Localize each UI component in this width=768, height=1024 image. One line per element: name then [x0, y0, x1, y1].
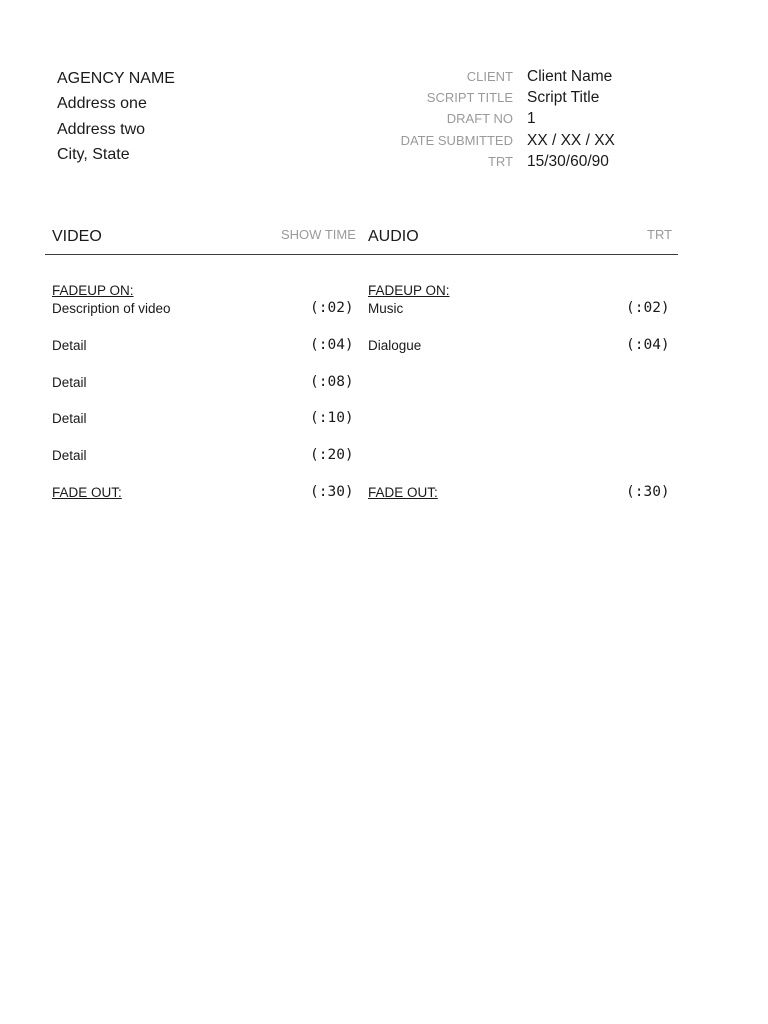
meta-row-date-submitted [380, 132, 615, 153]
video-row-time: (:02) [310, 300, 354, 316]
meta-row-draft-no [380, 110, 615, 131]
video-fadeout-label: FADE OUT: [52, 485, 122, 500]
agency-city-state: City, State [57, 145, 130, 163]
video-row-time: (:08) [310, 374, 354, 390]
video-row-time: (:20) [310, 447, 354, 463]
script-meta [380, 68, 615, 174]
video-row-text: Detail [52, 411, 87, 426]
agency-block [57, 66, 175, 167]
meta-row-client [380, 68, 615, 89]
meta-label-client: CLIENT [466, 69, 513, 84]
meta-value-trt: 15/30/60/90 [527, 152, 609, 170]
audio-row-time: (:04) [626, 337, 670, 353]
meta-row-trt [380, 153, 615, 174]
meta-label-script-title: SCRIPT TITLE [426, 90, 513, 106]
agency-address-2: Address two [57, 120, 146, 138]
agency-name: AGENCY NAME [57, 70, 175, 87]
meta-value-client: Client Name [527, 68, 613, 85]
audio-fadeout-time: (:30) [626, 484, 670, 500]
meta-label-draft-no: DRAFT NO [446, 111, 513, 127]
video-time-header: SHOW TIME [281, 227, 356, 242]
audio-time-header: TRT [647, 227, 673, 242]
column-headers [45, 224, 678, 255]
video-row-text: Description of video [52, 301, 171, 316]
video-row-text: Detail [52, 448, 87, 463]
video-row-text: Detail [52, 338, 87, 353]
video-row-time: (:10) [310, 410, 354, 426]
video-row-time: (:04) [310, 337, 354, 353]
meta-label-date-submitted: DATE SUBMITTED [400, 132, 513, 148]
video-row-text: Detail [52, 375, 87, 390]
meta-value-script-title: Script Title [527, 89, 600, 107]
audio-fadeout-label: FADE OUT: [368, 485, 438, 500]
audio-row-text: Music [368, 301, 404, 316]
meta-label-trt: TRT [487, 153, 513, 169]
video-fadeup-label: FADEUP ON: [52, 283, 134, 298]
audio-row-time: (:02) [626, 300, 670, 316]
meta-value-draft-no: 1 [527, 110, 536, 128]
meta-value-date-submitted: XX / XX / XX [527, 131, 615, 149]
audio-row-text: Dialogue [368, 338, 422, 353]
audio-column-title: AUDIO [368, 228, 419, 245]
video-fadeout-time: (:30) [310, 484, 354, 500]
agency-address-1: Address one [57, 95, 147, 113]
audio-fadeup-label: FADEUP ON: [368, 283, 450, 298]
meta-row-script-title [380, 89, 615, 110]
video-column-title: VIDEO [52, 228, 102, 245]
